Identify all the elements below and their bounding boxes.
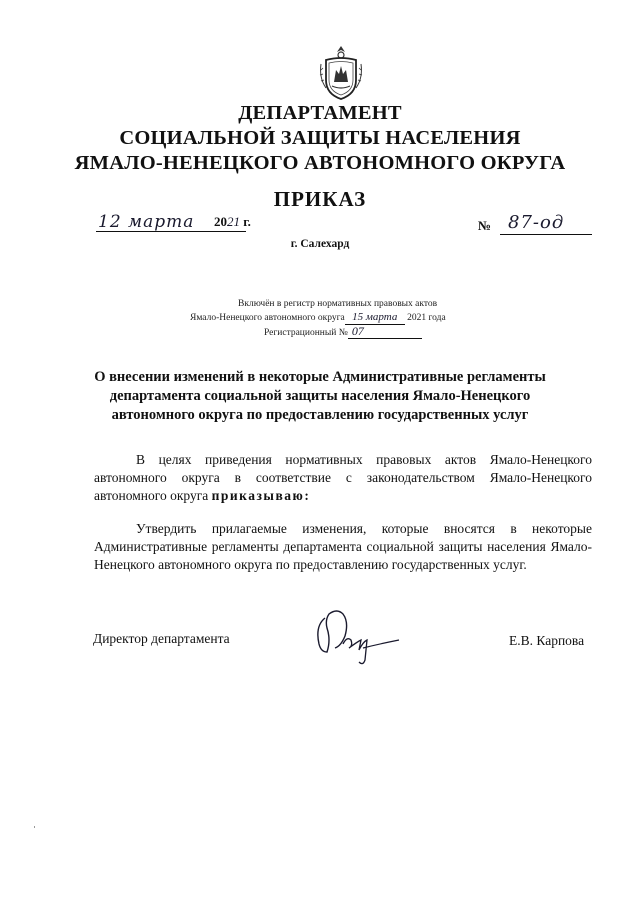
subject-line-2: департамента социальной защиты населения Ямало-Ненецкого (109, 388, 531, 404)
handwritten-signature-icon (313, 600, 405, 670)
order-date-year: 2021 г. (214, 214, 251, 229)
order-number-label: № (478, 218, 492, 233)
department-name-line-1: ДЕПАРТАМЕНТ (238, 102, 402, 124)
order-date (96, 212, 254, 234)
department-name-line-2: СОЦИАЛЬНОЙ ЗАЩИТЫ НАСЕЛЕНИЯ (119, 127, 521, 149)
registration-date: 15 марта (345, 311, 405, 325)
department-name-line-3: ЯМАЛО-НЕНЕЦКОГО АВТОНОМНОГО ОКРУГА (74, 152, 566, 174)
registration-stamp (190, 298, 510, 340)
subject-line-1: О внесении изменений в некоторые Административные регламенты (94, 369, 546, 385)
city: г. Салехард (290, 238, 350, 250)
signatory-name: Е.В. Карпова (509, 633, 585, 648)
date-underline (96, 231, 246, 232)
order-number (478, 212, 598, 236)
number-underline (500, 234, 592, 235)
coat-of-arms-icon (318, 44, 364, 102)
registration-line-3: Регистрационный № 07 (190, 325, 510, 340)
order-number-handwritten: 87-од (508, 212, 565, 233)
order-date-handwritten: 12 марта (98, 212, 195, 232)
body-paragraph-2: Утвердить прилагаемые изменения, которые вносятся в некоторые Административные регламенты департамента социальной защиты населения Ямало-Ненецкого автономного округа по предоставлению государственных услуг. (94, 521, 592, 572)
scan-speck (34, 826, 35, 828)
signatory-position: Директор департамента (93, 631, 230, 646)
department-name (0, 101, 640, 176)
subject-line-3: автономного округа по предоставлению государственных услуг (111, 407, 529, 423)
registration-line-2: Ямало-Ненецкого автономного округа 15 марта 2021 года (190, 311, 446, 323)
body-paragraph-1: В целях приведения нормативных правовых актов Ямало-Ненецкого автономного округа в соответствие с законодательством Ямало-Ненецкого автономного округа приказываю: (94, 452, 592, 503)
order-subject (0, 368, 640, 425)
document-type-title: ПРИКАЗ (273, 187, 367, 211)
registration-line-1: Включён в регистр нормативных правовых актов (238, 299, 438, 309)
registration-number: 07 (348, 325, 422, 339)
order-keyword: приказываю: (211, 488, 311, 503)
